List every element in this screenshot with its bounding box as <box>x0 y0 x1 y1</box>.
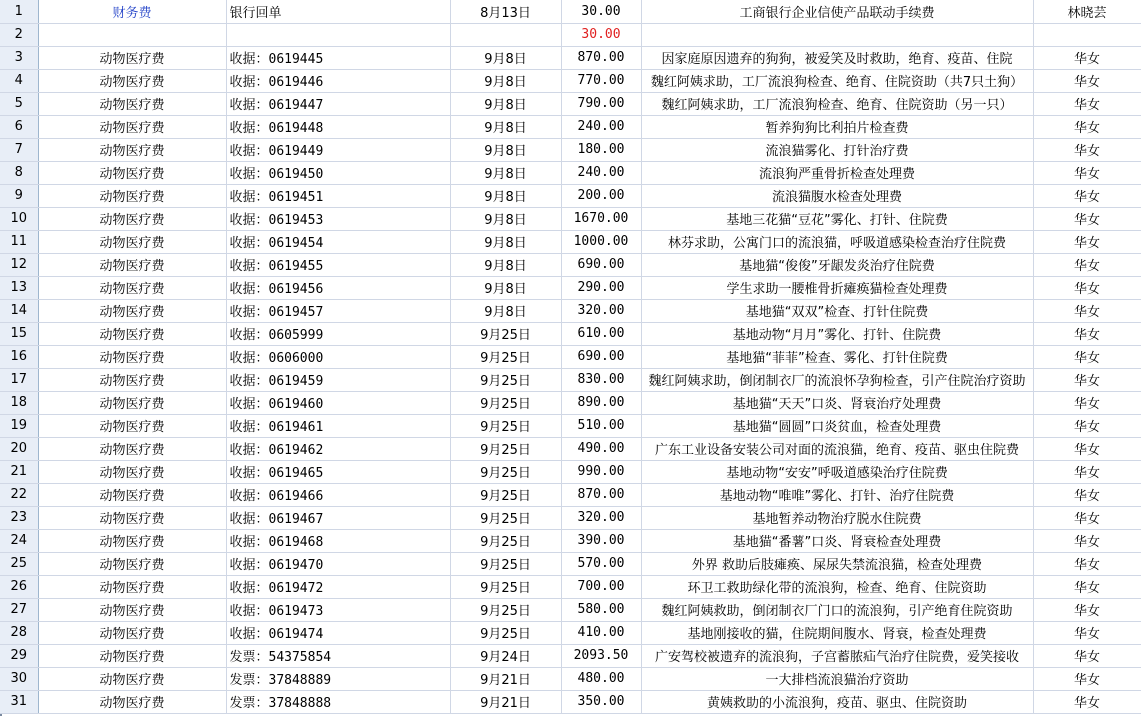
description-cell[interactable]: 基地猫“圆圆”口炎贫血，检查处理费 <box>641 414 1033 437</box>
category-cell[interactable]: 动物医疗费 <box>38 253 226 276</box>
person-cell[interactable] <box>1033 23 1141 46</box>
person-cell[interactable]: 华女 <box>1033 437 1141 460</box>
table-row <box>0 299 1141 322</box>
row-header[interactable]: 23 <box>0 506 38 529</box>
date-cell[interactable]: 9月25日 <box>450 345 561 368</box>
category-cell[interactable]: 动物医疗费 <box>38 207 226 230</box>
description-cell[interactable]: 因家庭原因遗弃的狗狗，被爱笑及时救助，绝育、疫苗、住院 <box>641 46 1033 69</box>
date-cell[interactable]: 9月25日 <box>450 391 561 414</box>
description-cell[interactable]: 暂养狗狗比利拍片检查费 <box>641 115 1033 138</box>
category-cell[interactable]: 动物医疗费 <box>38 276 226 299</box>
person-cell[interactable]: 华女 <box>1033 621 1141 644</box>
date-cell[interactable]: 9月25日 <box>450 598 561 621</box>
category-cell[interactable]: 动物医疗费 <box>38 414 226 437</box>
category-cell[interactable]: 动物医疗费 <box>38 368 226 391</box>
document-cell[interactable]: 收据：0619470 <box>226 552 450 575</box>
person-cell[interactable]: 华女 <box>1033 230 1141 253</box>
date-cell[interactable]: 9月25日 <box>450 322 561 345</box>
person-cell[interactable]: 华女 <box>1033 552 1141 575</box>
person-cell[interactable]: 华女 <box>1033 115 1141 138</box>
description-cell[interactable]: 广安驾校被遗弃的流浪狗，子宫蓄脓疝气治疗住院费，爱笑接收 <box>641 644 1033 667</box>
date-cell[interactable]: 9月8日 <box>450 299 561 322</box>
date-cell[interactable]: 9月25日 <box>450 368 561 391</box>
row-header[interactable]: 8 <box>0 161 38 184</box>
amount-cell[interactable]: 830.00 <box>561 368 641 391</box>
table-row <box>0 552 1141 575</box>
amount-cell[interactable]: 180.00 <box>561 138 641 161</box>
description-cell[interactable]: 基地猫“双双”检查、打针住院费 <box>641 299 1033 322</box>
amount-cell[interactable]: 890.00 <box>561 391 641 414</box>
person-cell[interactable]: 华女 <box>1033 575 1141 598</box>
table-row <box>0 690 1141 713</box>
person-cell[interactable]: 华女 <box>1033 368 1141 391</box>
document-cell[interactable]: 收据：0606000 <box>226 345 450 368</box>
person-cell[interactable]: 华女 <box>1033 644 1141 667</box>
date-cell[interactable]: 9月8日 <box>450 161 561 184</box>
date-cell[interactable]: 9月8日 <box>450 230 561 253</box>
document-cell[interactable]: 收据：0619447 <box>226 92 450 115</box>
date-cell[interactable]: 9月25日 <box>450 460 561 483</box>
document-cell[interactable]: 收据：0619472 <box>226 575 450 598</box>
person-cell[interactable]: 华女 <box>1033 276 1141 299</box>
table-row <box>0 460 1141 483</box>
row-header[interactable]: 19 <box>0 414 38 437</box>
row-header[interactable]: 9 <box>0 184 38 207</box>
amount-cell[interactable]: 770.00 <box>561 69 641 92</box>
description-cell[interactable]: 学生求助一腰椎骨折瘫痪猫检查处理费 <box>641 276 1033 299</box>
table-row <box>0 138 1141 161</box>
row-header[interactable]: 24 <box>0 529 38 552</box>
description-cell[interactable]: 魏红阿姨求助，工厂流浪狗检查、绝育、住院资助（另一只） <box>641 92 1033 115</box>
category-cell[interactable]: 动物医疗费 <box>38 437 226 460</box>
person-cell[interactable]: 华女 <box>1033 414 1141 437</box>
row-header[interactable]: 2 <box>0 23 38 46</box>
date-cell[interactable]: 9月25日 <box>450 437 561 460</box>
table-row <box>0 322 1141 345</box>
document-cell[interactable]: 收据：0619456 <box>226 276 450 299</box>
person-cell[interactable]: 华女 <box>1033 253 1141 276</box>
document-cell[interactable]: 收据：0619465 <box>226 460 450 483</box>
person-cell[interactable]: 华女 <box>1033 667 1141 690</box>
description-cell[interactable]: 基地动物“月月”雾化、打针、住院费 <box>641 322 1033 345</box>
document-cell[interactable]: 收据：0619474 <box>226 621 450 644</box>
description-cell[interactable]: 基地动物“安安”呼吸道感染治疗住院费 <box>641 460 1033 483</box>
document-cell[interactable]: 收据：0619445 <box>226 46 450 69</box>
document-cell[interactable]: 收据：0619466 <box>226 483 450 506</box>
document-cell[interactable]: 发票：37848889 <box>226 667 450 690</box>
table-row <box>0 207 1141 230</box>
date-cell[interactable]: 9月25日 <box>450 506 561 529</box>
category-cell[interactable]: 动物医疗费 <box>38 483 226 506</box>
document-cell[interactable]: 收据：0619454 <box>226 230 450 253</box>
description-cell[interactable] <box>641 23 1033 46</box>
category-cell[interactable]: 动物医疗费 <box>38 529 226 552</box>
category-cell[interactable]: 动物医疗费 <box>38 552 226 575</box>
category-cell[interactable] <box>38 23 226 46</box>
category-cell[interactable]: 动物医疗费 <box>38 69 226 92</box>
date-cell[interactable]: 9月8日 <box>450 184 561 207</box>
amount-cell[interactable]: 390.00 <box>561 529 641 552</box>
document-cell[interactable]: 银行回单 <box>226 0 450 23</box>
date-cell[interactable]: 9月25日 <box>450 552 561 575</box>
row-header[interactable]: 16 <box>0 345 38 368</box>
document-cell[interactable]: 收据：0619446 <box>226 69 450 92</box>
amount-cell[interactable]: 2093.50 <box>561 644 641 667</box>
person-cell[interactable]: 华女 <box>1033 207 1141 230</box>
row-header[interactable]: 26 <box>0 575 38 598</box>
description-cell[interactable]: 基地猫“天天”口炎、肾衰治疗处理费 <box>641 391 1033 414</box>
row-header[interactable]: 1 <box>0 0 38 23</box>
category-cell[interactable]: 动物医疗费 <box>38 460 226 483</box>
person-cell[interactable]: 华女 <box>1033 690 1141 713</box>
amount-cell[interactable]: 350.00 <box>561 690 641 713</box>
category-cell[interactable]: 动物医疗费 <box>38 184 226 207</box>
description-cell[interactable]: 流浪猫雾化、打针治疗费 <box>641 138 1033 161</box>
row-header[interactable]: 21 <box>0 460 38 483</box>
row-header[interactable]: 31 <box>0 690 38 713</box>
date-cell[interactable] <box>450 23 561 46</box>
category-cell[interactable]: 动物医疗费 <box>38 115 226 138</box>
row-header[interactable]: 28 <box>0 621 38 644</box>
category-cell[interactable]: 动物医疗费 <box>38 345 226 368</box>
amount-cell[interactable]: 510.00 <box>561 414 641 437</box>
row-header[interactable]: 12 <box>0 253 38 276</box>
amount-cell[interactable]: 30.00 <box>561 23 641 46</box>
amount-cell[interactable]: 480.00 <box>561 667 641 690</box>
description-cell[interactable]: 魏红阿姨求助，工厂流浪狗检查、绝育、住院资助（共7只土狗） <box>641 69 1033 92</box>
amount-cell[interactable]: 870.00 <box>561 46 641 69</box>
description-cell[interactable]: 林芬求助，公寓门口的流浪猫，呼吸道感染检查治疗住院费 <box>641 230 1033 253</box>
category-cell[interactable]: 动物医疗费 <box>38 621 226 644</box>
description-cell[interactable]: 魏红阿姨救助，倒闭制衣厂门口的流浪狗，引产绝育住院资助 <box>641 598 1033 621</box>
table-row <box>0 0 1141 23</box>
table-row <box>0 529 1141 552</box>
table-row <box>0 368 1141 391</box>
table-row <box>0 92 1141 115</box>
date-cell[interactable]: 9月21日 <box>450 690 561 713</box>
category-cell[interactable]: 动物医疗费 <box>38 138 226 161</box>
amount-cell[interactable]: 570.00 <box>561 552 641 575</box>
person-cell[interactable]: 华女 <box>1033 345 1141 368</box>
row-header[interactable]: 27 <box>0 598 38 621</box>
category-cell[interactable]: 动物医疗费 <box>38 299 226 322</box>
table-row <box>0 598 1141 621</box>
person-cell[interactable]: 华女 <box>1033 161 1141 184</box>
person-cell[interactable]: 华女 <box>1033 483 1141 506</box>
date-cell[interactable]: 9月25日 <box>450 621 561 644</box>
row-header[interactable]: 10 <box>0 207 38 230</box>
document-cell[interactable]: 发票：54375854 <box>226 644 450 667</box>
table-row <box>0 184 1141 207</box>
document-cell[interactable]: 收据：0619473 <box>226 598 450 621</box>
date-cell[interactable]: 9月21日 <box>450 667 561 690</box>
date-cell[interactable]: 9月8日 <box>450 69 561 92</box>
amount-cell[interactable]: 200.00 <box>561 184 641 207</box>
row-header[interactable]: 22 <box>0 483 38 506</box>
row-header[interactable]: 20 <box>0 437 38 460</box>
date-cell[interactable]: 9月8日 <box>450 207 561 230</box>
person-cell[interactable]: 华女 <box>1033 460 1141 483</box>
document-cell[interactable]: 收据：0619449 <box>226 138 450 161</box>
table-row <box>0 621 1141 644</box>
description-cell[interactable]: 流浪猫腹水检查处理费 <box>641 184 1033 207</box>
category-cell[interactable]: 动物医疗费 <box>38 46 226 69</box>
document-cell[interactable]: 收据：0619448 <box>226 115 450 138</box>
table-row <box>0 506 1141 529</box>
table-row <box>0 414 1141 437</box>
row-header[interactable]: 6 <box>0 115 38 138</box>
row-header[interactable]: 14 <box>0 299 38 322</box>
category-cell[interactable]: 动物医疗费 <box>38 690 226 713</box>
amount-cell[interactable]: 290.00 <box>561 276 641 299</box>
amount-cell[interactable]: 320.00 <box>561 506 641 529</box>
person-cell[interactable]: 华女 <box>1033 391 1141 414</box>
amount-cell[interactable]: 580.00 <box>561 598 641 621</box>
person-cell[interactable]: 华女 <box>1033 529 1141 552</box>
category-cell[interactable]: 动物医疗费 <box>38 667 226 690</box>
document-cell[interactable]: 收据：0619451 <box>226 184 450 207</box>
person-cell[interactable]: 华女 <box>1033 506 1141 529</box>
person-cell[interactable]: 华女 <box>1033 92 1141 115</box>
person-cell[interactable]: 华女 <box>1033 299 1141 322</box>
person-cell[interactable]: 华女 <box>1033 184 1141 207</box>
table-row <box>0 483 1141 506</box>
category-cell[interactable]: 动物医疗费 <box>38 575 226 598</box>
description-cell[interactable]: 外界 救助后肢瘫痪、屎尿失禁流浪猫，检查处理费 <box>641 552 1033 575</box>
table-row <box>0 46 1141 69</box>
document-cell[interactable]: 收据：0619455 <box>226 253 450 276</box>
amount-cell[interactable]: 1000.00 <box>561 230 641 253</box>
date-cell[interactable]: 9月8日 <box>450 115 561 138</box>
amount-cell[interactable]: 990.00 <box>561 460 641 483</box>
table-row <box>0 575 1141 598</box>
amount-cell[interactable]: 1670.00 <box>561 207 641 230</box>
table-row <box>0 253 1141 276</box>
description-cell[interactable]: 基地三花猫“豆花”雾化、打针、住院费 <box>641 207 1033 230</box>
date-cell[interactable]: 9月25日 <box>450 575 561 598</box>
description-cell[interactable]: 基地暂养动物治疗脱水住院费 <box>641 506 1033 529</box>
table-row <box>0 391 1141 414</box>
table-row <box>0 23 1141 46</box>
description-cell[interactable]: 一大排档流浪猫治疗资助 <box>641 667 1033 690</box>
document-cell[interactable]: 收据：0619457 <box>226 299 450 322</box>
table-row <box>0 644 1141 667</box>
description-cell[interactable]: 基地刚接收的猫，住院期间腹水、肾衰，检查处理费 <box>641 621 1033 644</box>
date-cell[interactable]: 9月25日 <box>450 414 561 437</box>
description-cell[interactable]: 基地猫“菲菲”检查、雾化、打针住院费 <box>641 345 1033 368</box>
description-cell[interactable]: 环卫工救助绿化带的流浪狗，检查、绝育、住院资助 <box>641 575 1033 598</box>
person-cell[interactable]: 华女 <box>1033 598 1141 621</box>
person-cell[interactable]: 华女 <box>1033 69 1141 92</box>
amount-cell[interactable]: 790.00 <box>561 92 641 115</box>
description-cell[interactable]: 流浪狗严重骨折检查处理费 <box>641 161 1033 184</box>
document-cell[interactable]: 收据：0619459 <box>226 368 450 391</box>
row-header[interactable]: 17 <box>0 368 38 391</box>
date-cell[interactable]: 9月8日 <box>450 138 561 161</box>
amount-cell[interactable]: 240.00 <box>561 115 641 138</box>
amount-cell[interactable]: 410.00 <box>561 621 641 644</box>
amount-cell[interactable]: 240.00 <box>561 161 641 184</box>
document-cell[interactable] <box>226 23 450 46</box>
document-cell[interactable]: 收据：0619450 <box>226 161 450 184</box>
amount-cell[interactable]: 610.00 <box>561 322 641 345</box>
row-header[interactable]: 29 <box>0 644 38 667</box>
date-cell[interactable]: 9月8日 <box>450 92 561 115</box>
description-cell[interactable]: 魏红阿姨求助，倒闭制衣厂的流浪怀孕狗检查，引产住院治疗资助 <box>641 368 1033 391</box>
description-cell[interactable]: 黄姨救助的小流浪狗，疫苗、驱虫、住院资助 <box>641 690 1033 713</box>
table-row <box>0 437 1141 460</box>
table-row <box>0 161 1141 184</box>
document-cell[interactable]: 收据：0605999 <box>226 322 450 345</box>
description-cell[interactable]: 基地猫“俊俊”牙龈发炎治疗住院费 <box>641 253 1033 276</box>
table-row <box>0 230 1141 253</box>
table-row <box>0 115 1141 138</box>
person-cell[interactable]: 华女 <box>1033 46 1141 69</box>
description-cell[interactable]: 基地猫“番薯”口炎、肾衰检查处理费 <box>641 529 1033 552</box>
document-cell[interactable]: 收据：0619461 <box>226 414 450 437</box>
category-cell[interactable]: 动物医疗费 <box>38 161 226 184</box>
table-row <box>0 667 1141 690</box>
row-header[interactable]: 30 <box>0 667 38 690</box>
description-cell[interactable]: 广东工业设备安装公司对面的流浪猫，绝育、疫苗、驱虫住院费 <box>641 437 1033 460</box>
row-header[interactable]: 4 <box>0 69 38 92</box>
date-cell[interactable]: 9月25日 <box>450 529 561 552</box>
date-cell[interactable]: 8月13日 <box>450 0 561 23</box>
amount-cell[interactable]: 320.00 <box>561 299 641 322</box>
person-cell[interactable]: 华女 <box>1033 138 1141 161</box>
row-header[interactable]: 15 <box>0 322 38 345</box>
date-cell[interactable]: 9月8日 <box>450 253 561 276</box>
document-cell[interactable]: 收据：0619468 <box>226 529 450 552</box>
category-cell[interactable]: 动物医疗费 <box>38 391 226 414</box>
category-cell[interactable]: 动物医疗费 <box>38 506 226 529</box>
person-cell[interactable]: 华女 <box>1033 322 1141 345</box>
amount-cell[interactable]: 700.00 <box>561 575 641 598</box>
document-cell[interactable]: 收据：0619462 <box>226 437 450 460</box>
category-cell[interactable]: 动物医疗费 <box>38 92 226 115</box>
amount-cell[interactable]: 690.00 <box>561 345 641 368</box>
table-row <box>0 69 1141 92</box>
description-cell[interactable]: 工商银行企业信使产品联动手续费 <box>641 0 1033 23</box>
person-cell[interactable]: 林晓芸 <box>1033 0 1141 23</box>
row-header[interactable]: 11 <box>0 230 38 253</box>
document-cell[interactable]: 发票：37848888 <box>226 690 450 713</box>
row-header[interactable]: 25 <box>0 552 38 575</box>
category-cell[interactable]: 动物医疗费 <box>38 230 226 253</box>
date-cell[interactable]: 9月8日 <box>450 276 561 299</box>
category-cell[interactable]: 财务费 <box>38 0 226 23</box>
amount-cell[interactable]: 870.00 <box>561 483 641 506</box>
document-cell[interactable]: 收据：0619460 <box>226 391 450 414</box>
row-header[interactable]: 18 <box>0 391 38 414</box>
amount-cell[interactable]: 30.00 <box>561 0 641 23</box>
description-cell[interactable]: 基地动物“唯唯”雾化、打针、治疗住院费 <box>641 483 1033 506</box>
amount-cell[interactable]: 690.00 <box>561 253 641 276</box>
date-cell[interactable]: 9月24日 <box>450 644 561 667</box>
document-cell[interactable]: 收据：0619467 <box>226 506 450 529</box>
table-row <box>0 345 1141 368</box>
amount-cell[interactable]: 490.00 <box>561 437 641 460</box>
row-header[interactable]: 3 <box>0 46 38 69</box>
date-cell[interactable]: 9月25日 <box>450 483 561 506</box>
category-cell[interactable]: 动物医疗费 <box>38 644 226 667</box>
category-cell[interactable]: 动物医疗费 <box>38 322 226 345</box>
date-cell[interactable]: 9月8日 <box>450 46 561 69</box>
row-header[interactable]: 13 <box>0 276 38 299</box>
row-header[interactable]: 7 <box>0 138 38 161</box>
document-cell[interactable]: 收据：0619453 <box>226 207 450 230</box>
table-row <box>0 276 1141 299</box>
row-header[interactable]: 5 <box>0 92 38 115</box>
category-cell[interactable]: 动物医疗费 <box>38 598 226 621</box>
